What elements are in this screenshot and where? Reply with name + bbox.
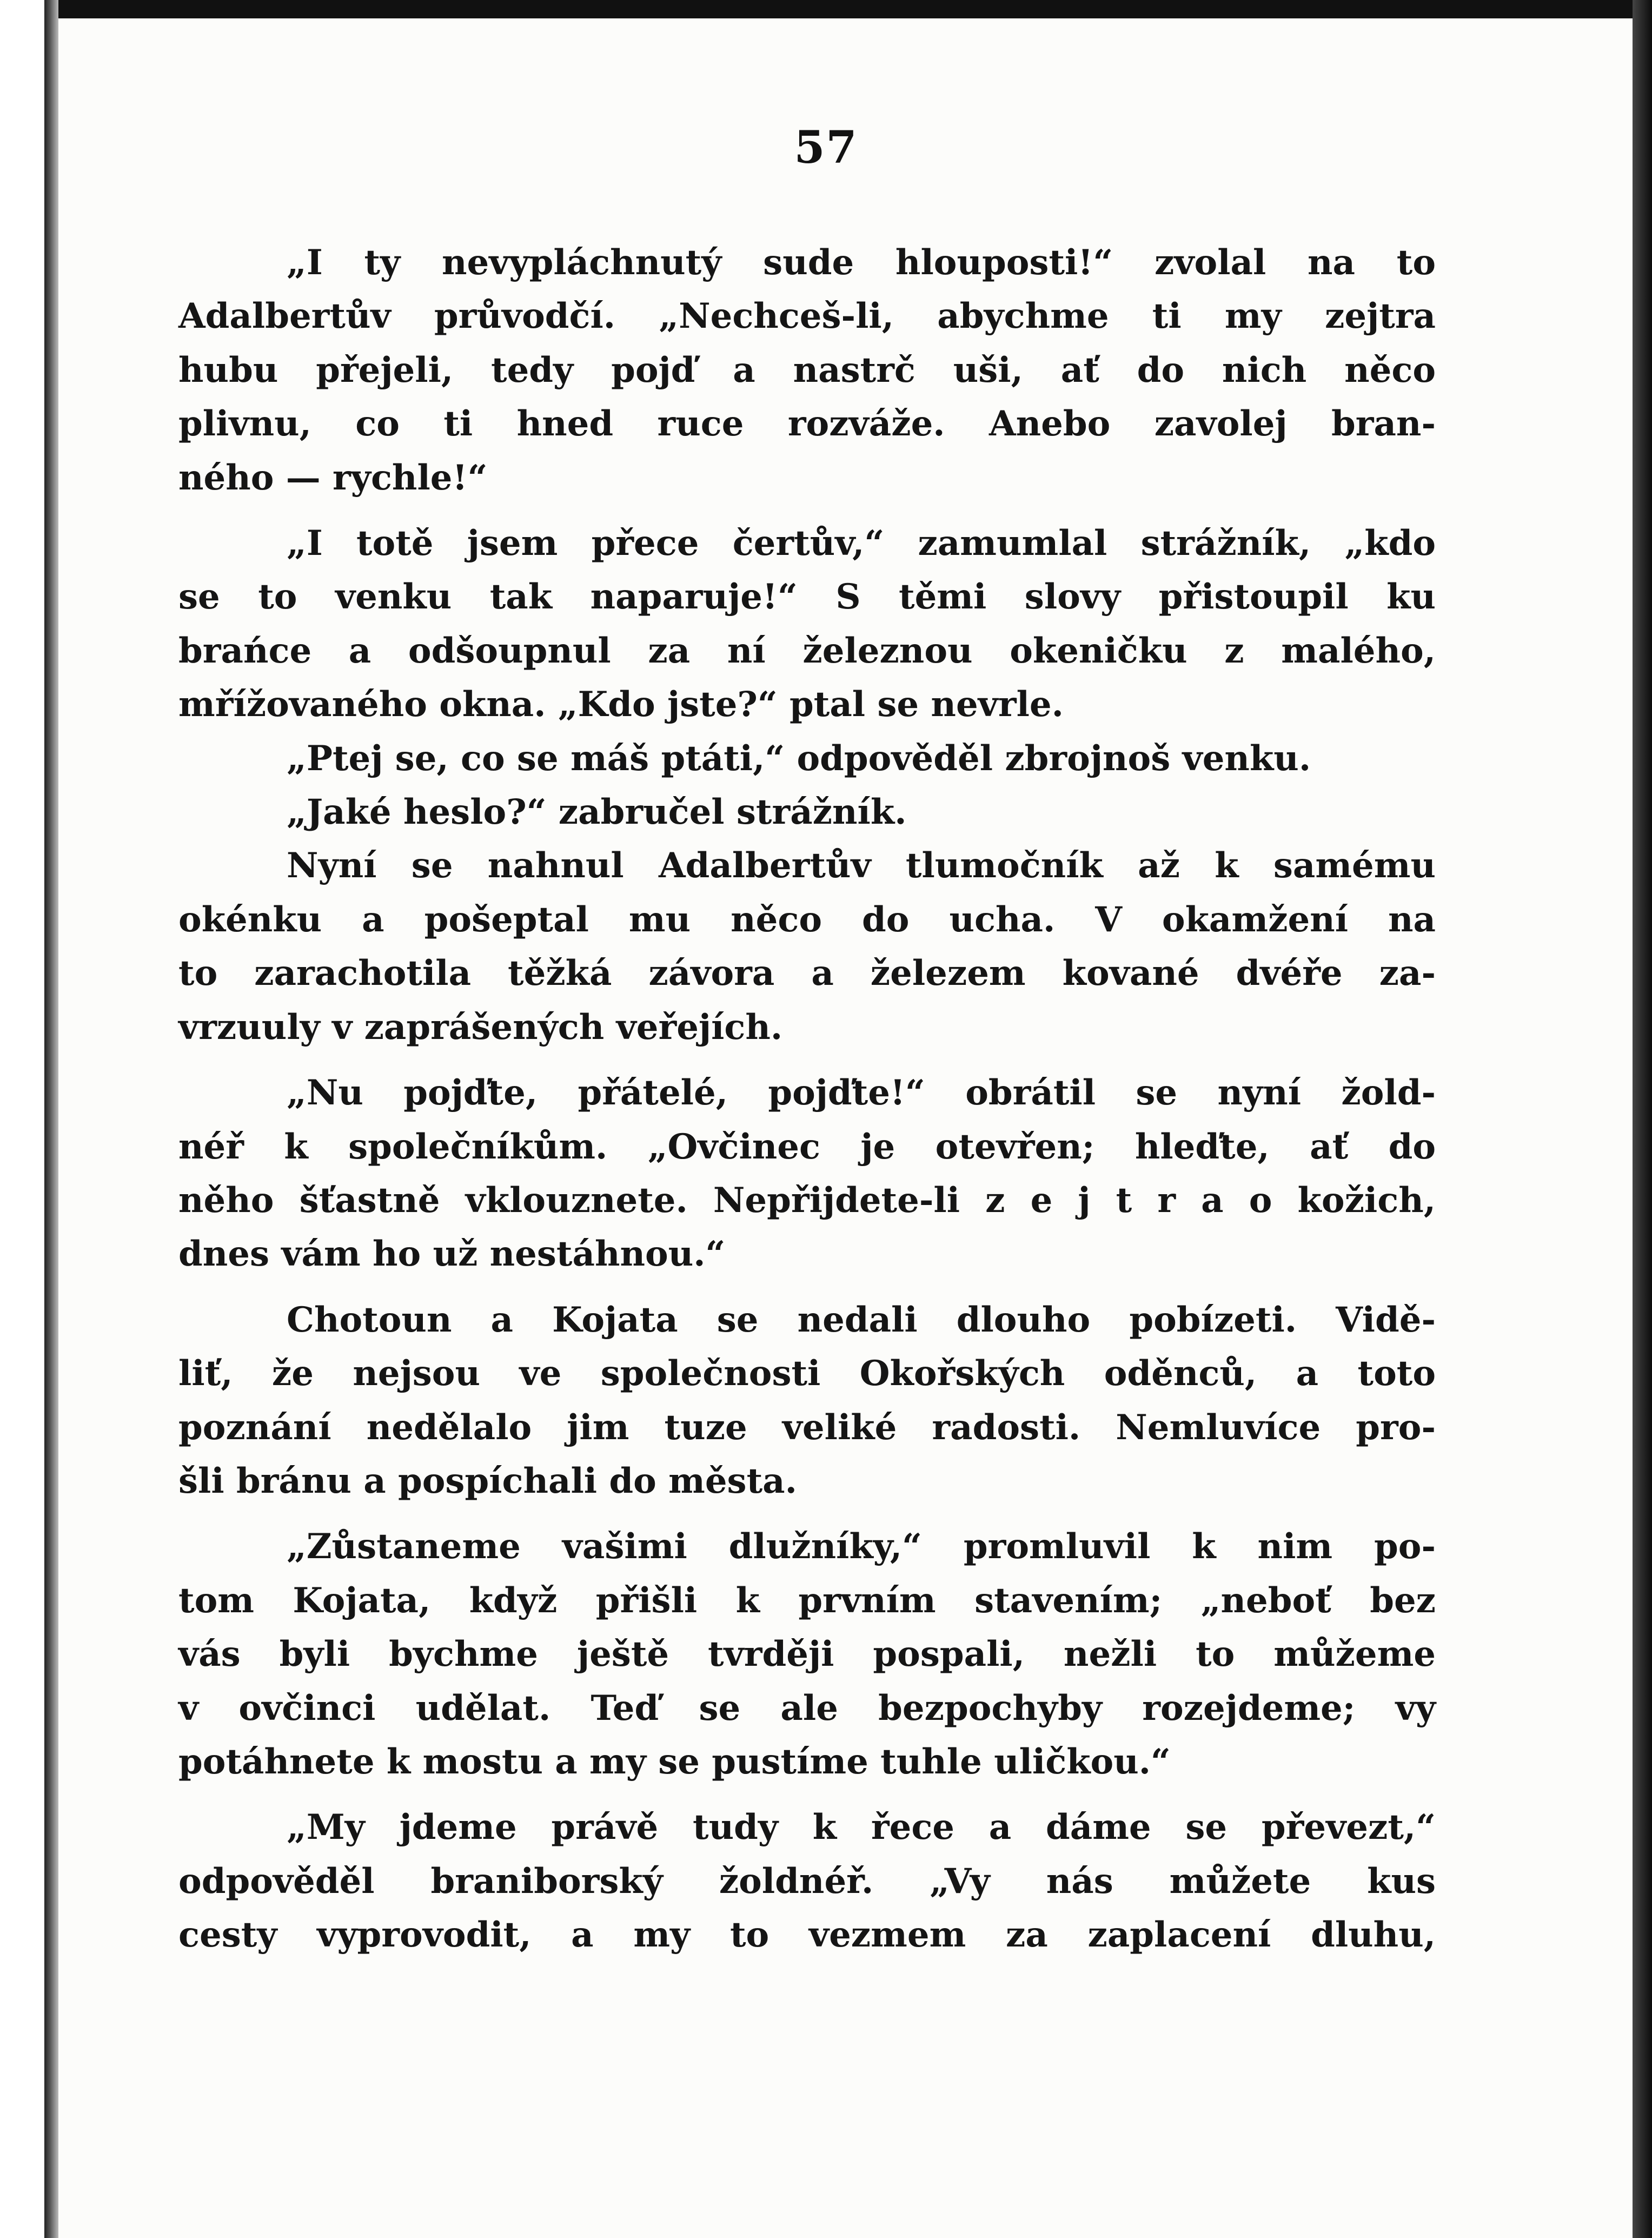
paragraph (178, 236, 1436, 505)
text-line: „Nu pojďte, přátelé, pojďte!“ obrátil se nyní žold- (287, 1072, 1436, 1114)
text-line: se to venku tak naparuje!“ S těmi slovy přistoupil ku (178, 577, 1436, 618)
text-line: šli bránu a pospíchali do města. (178, 1460, 797, 1501)
text-line: v ovčinci udělat. Teď se ale bezpochyby rozejdeme; vy (178, 1687, 1436, 1729)
text-line: „I totě jsem přece čertův,“ zamumlal strážník, „kdo (287, 523, 1436, 564)
text-line: vás byli bychme ještě tvrději pospali, nežli to můžeme (178, 1634, 1436, 1675)
book-gutter-shadow (44, 0, 58, 2238)
page-number: 57 (794, 122, 858, 174)
text-line: „I ty nevypláchnutý sude hlouposti!“ zvolal na to (287, 242, 1436, 283)
paragraph (178, 517, 1436, 732)
paragraph (178, 1066, 1436, 1281)
text-line: dnes vám ho už nestáhnou.“ (178, 1234, 726, 1275)
paragraph (178, 1520, 1436, 1789)
text-line: mřížovaného okna. „Kdo jste?“ ptal se nevrle. (178, 684, 1064, 725)
text-line: potáhnete k mostu a my se pustíme tuhle uličkou.“ (178, 1741, 1171, 1782)
text-line: to zarachotila těžká závora a železem kované dvéře za- (178, 953, 1436, 994)
text-line: plivnu, co ti hned ruce rozváže. Anebo zavolej bran- (178, 403, 1436, 445)
text-line: „Jaké heslo?“ zabručel strážník. (287, 792, 907, 833)
text-line: cesty vyprovodit, a my to vezmem za zaplacení dluhu, (178, 1915, 1436, 1956)
scan-left-margin (0, 0, 44, 2238)
text-line: „Zůstaneme vašimi dlužníky,“ promluvil k nim po- (287, 1526, 1436, 1567)
text-line: okénku a pošeptal mu něco do ucha. V okamžení na (178, 899, 1436, 940)
text-line: liť, že nejsou ve společnosti Okořských oděnců, a toto (178, 1353, 1436, 1394)
text-line: ného — rychle!“ (178, 457, 488, 498)
scan-top-edge (0, 0, 1652, 18)
scan-right-edge (1633, 0, 1652, 2238)
paragraph (178, 732, 1436, 785)
text-line: brańce a odšoupnul za ní železnou okeničku z malého, (178, 630, 1436, 671)
text-line: hubu přejeli, tedy pojď a nastrč uši, ať do nich něco (178, 349, 1436, 390)
text-line: néř k společníkům. „Ovčinec je otevřen; hleďte, ať do (178, 1126, 1436, 1167)
text-line: poznání nedělalo jim tuze veliké radosti. Nemluvíce pro- (178, 1407, 1436, 1448)
text-line: „My jdeme právě tudy k řece a dáme se převezt,“ (287, 1807, 1436, 1848)
paragraph (178, 839, 1436, 1054)
text-line: Adalbertův průvodčí. „Nechceš-li, abychme ti my zejtra (178, 296, 1436, 337)
text-line: Nyní se nahnul Adalbertův tlumočník až k samému (287, 845, 1436, 886)
text-line: odpověděl braniborský žoldnéř. „Vy nás můžete kus (178, 1860, 1436, 1902)
text-line: tom Kojata, když přišli k prvním stavením; „neboť bez (178, 1580, 1436, 1621)
text-line: vrzuuly v zaprášených veřejích. (178, 1007, 783, 1048)
text-line: něho šťastně vklouznete. Nepřijdete-li z e j t r a o kožich, (178, 1180, 1436, 1221)
paragraph (178, 785, 1436, 839)
page-body-text (178, 236, 1436, 1962)
text-line: „Ptej se, co se máš ptáti,“ odpověděl zbrojnoš venku. (287, 738, 1311, 779)
paragraph (178, 1293, 1436, 1508)
text-line: Chotoun a Kojata se nedali dlouho pobízeti. Vidě- (287, 1299, 1436, 1340)
paragraph (178, 1800, 1436, 1962)
